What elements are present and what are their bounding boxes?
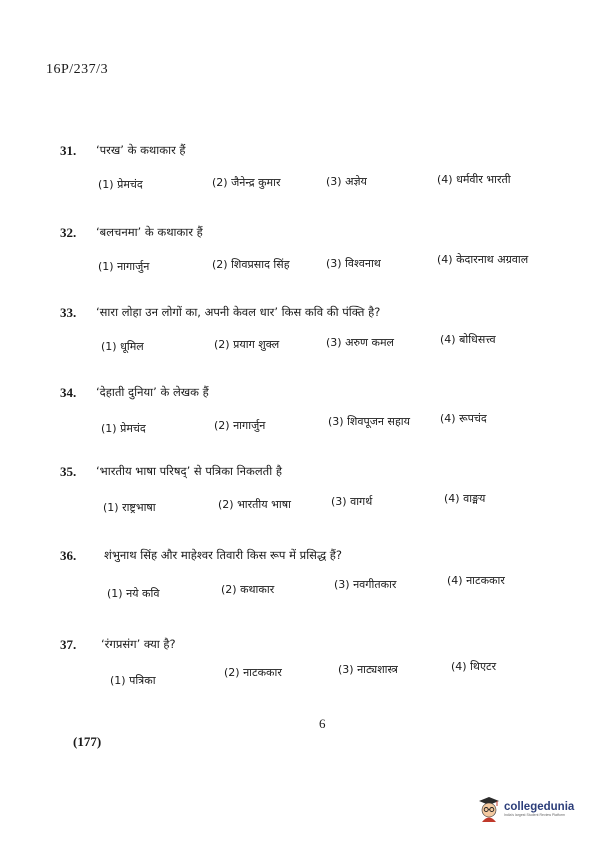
question-text: ‘सारा लोहा उन लोगों का, अपनी केवल धार’ किस कवि की पंक्ति है? — [96, 305, 381, 319]
question-text: ‘देहाती दुनिया’ के लेखक हैं — [96, 385, 209, 399]
option-4: (4) थिएटर — [451, 660, 497, 673]
option-2: (2) शिवप्रसाद सिंह — [212, 258, 290, 271]
option-2: (2) प्रयाग शुक्ल — [214, 338, 280, 351]
question-text: ‘रंगप्रसंग’ क्या है? — [101, 637, 176, 651]
option-3: (3) शिवपूजन सहाय — [328, 415, 411, 428]
option-3: (3) नाट्यशास्त्र — [338, 663, 398, 676]
option-4: (4) वाङ्मय — [444, 492, 486, 505]
option-2: (2) नाटककार — [224, 666, 282, 679]
graduate-mascot-icon — [478, 796, 500, 822]
question-number: 31. — [60, 143, 77, 158]
option-2: (2) भारतीय भाषा — [218, 498, 291, 511]
option-4: (4) नाटककार — [447, 574, 505, 587]
option-3: (3) वागर्थ — [331, 495, 373, 508]
option-4: (4) धर्मवीर भारती — [437, 173, 511, 186]
option-2: (2) जैनेन्द्र कुमार — [212, 176, 281, 189]
option-3: (3) अज्ञेय — [326, 175, 367, 188]
option-1: (1) राष्ट्रभाषा — [103, 501, 156, 514]
question-number: 33. — [60, 305, 77, 320]
question-number: 36. — [60, 548, 77, 563]
question-number: 34. — [60, 385, 77, 400]
brand-tagline: India's largest Student Review Platform — [504, 812, 565, 817]
option-4: (4) रूपचंद — [440, 412, 487, 425]
option-3: (3) विश्वनाथ — [326, 257, 381, 270]
option-3: (3) नवगीतकार — [334, 578, 397, 591]
option-4: (4) बोधिसत्त्व — [440, 333, 496, 346]
watermark-text — [504, 801, 574, 818]
question-text: शंभुनाथ सिंह और माहेश्वर तिवारी किस रूप में प्रसिद्ध हैं? — [104, 548, 342, 562]
question-text: ‘बलचनमा’ के कथाकार हैं — [96, 225, 203, 239]
question-number: 35. — [60, 464, 77, 479]
option-1: (1) पत्रिका — [110, 674, 156, 687]
question-number: 37. — [60, 637, 77, 652]
option-1: (1) धूमिल — [101, 340, 144, 353]
option-3: (3) अरुण कमल — [326, 336, 394, 349]
option-1: (1) प्रेमचंद — [101, 422, 146, 435]
footer-code: (177) — [73, 734, 102, 749]
option-1: (1) प्रेमचंद — [98, 178, 143, 191]
paper-code: 16P/237/3 — [46, 62, 109, 77]
option-1: (1) नागार्जुन — [98, 260, 150, 273]
brand-name: collegedunia — [504, 800, 575, 813]
question-text: ‘परख’ के कथाकार हैं — [96, 143, 186, 157]
question-text: ‘भारतीय भाषा परिषद्’ से पत्रिका निकलती है — [96, 464, 282, 478]
option-2: (2) कथाकार — [221, 583, 275, 596]
question-number: 32. — [60, 225, 77, 240]
watermark — [478, 796, 574, 822]
option-1: (1) नये कवि — [107, 587, 160, 600]
option-2: (2) नागार्जुन — [214, 419, 266, 432]
option-4: (4) केदारनाथ अग्रवाल — [437, 253, 529, 266]
page-number: 6 — [319, 716, 326, 731]
